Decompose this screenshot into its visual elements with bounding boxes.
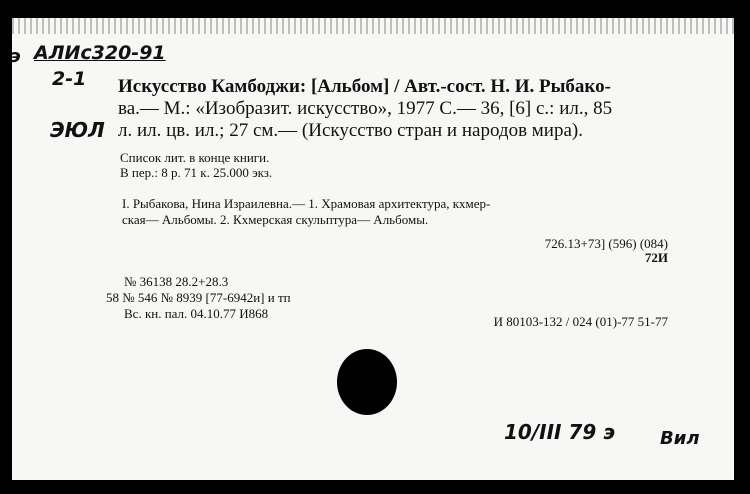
handwritten-shelfmark: АЛИс320-91 [34,42,166,64]
title-line-3: л. ил. цв. ил.; 27 см.— (Искусство стран и народов мира). [118,120,583,141]
title-line-1: Искусство Камбоджи: [Альбом] / Авт.-сост. Н. И. Рыбако- [118,76,611,97]
registration-number: 58 № 546 № 8939 [77-6942и] и тп [106,290,291,305]
print-info: Вс. кн. пал. 04.10.77 И868 [124,306,269,321]
handwritten-inventory-note: 10/III 79 э [504,420,616,444]
note-price: В пер.: 8 р. 71 к. 25.000 экз. [120,165,273,180]
subjects-line-2: ская— Альбомы. 2. Кхмерская скульптура— Альбомы. [122,212,429,227]
perforated-edge [12,18,734,34]
bbk-number: № 36138 28.2+28.3 [124,274,229,289]
note-bibliography: Список лит. в конце книги. [120,150,270,165]
handwritten-initials: Вил [660,428,700,449]
udc-code: 726.13+73] (596) (084) [544,236,668,251]
handwritten-copy-number: 2-1 [52,68,87,90]
handwritten-prefix: э [10,46,21,67]
series-code: И 80103-132 / 024 (01)-77 51-77 [493,314,668,329]
subjects-line-1: I. Рыбакова, Нина Израилевна.— 1. Храмовая архитектура, кхмер- [122,196,491,211]
author-mark: 72И [644,250,668,265]
handwritten-margin-note: ЭЮЛ [50,118,105,142]
punch-hole [337,349,397,415]
title-line-2: ва.— М.: «Изобразит. искусство», 1977 С.— 36, [6] с.: ил., 85 [118,98,613,119]
